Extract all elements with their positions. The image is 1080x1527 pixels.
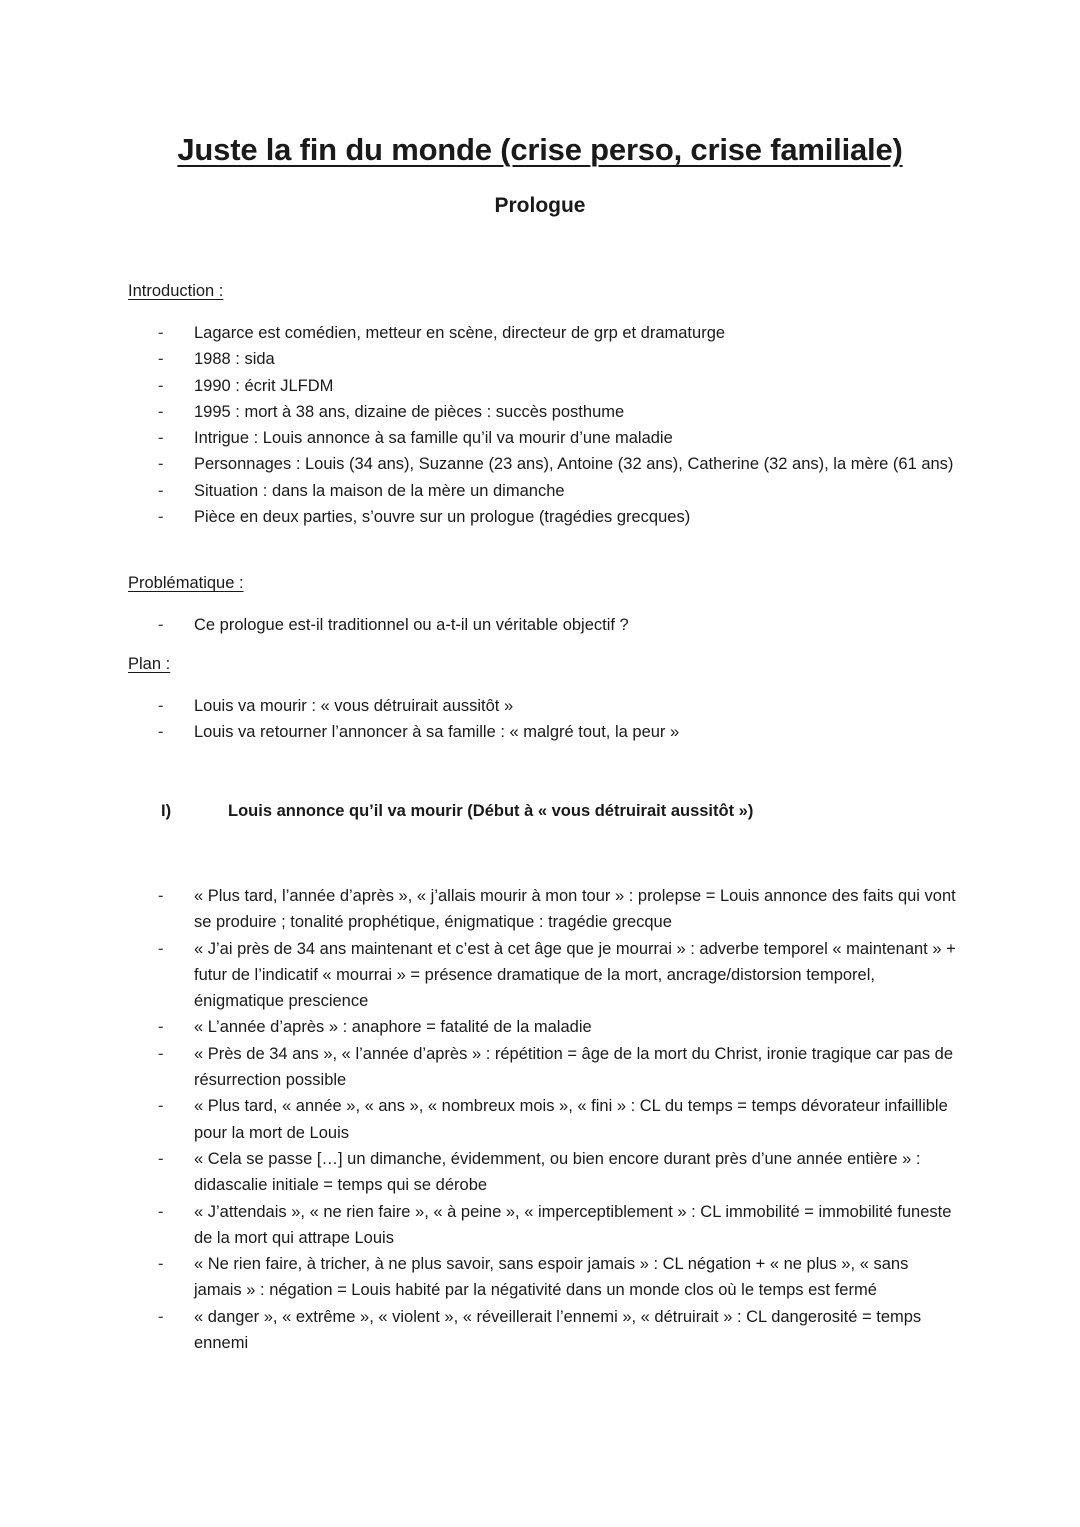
list-item: - « Cela se passe […] un dimanche, évidemment, ou bien encore durant près d’une année entière » : didascalie initiale = temps qui se dérobe xyxy=(0,1146,1080,1199)
list-item: - « Ne rien faire, à tricher, à ne plus savoir, sans espoir jamais » : CL négation + « ne plus », « sans jamais » : négation = Louis habité par la négativité dans un monde clos où le temps est fermé xyxy=(0,1251,1080,1304)
list-item: - « Plus tard, l’année d’après », « j’allais mourir à mon tour » : prolepse = Louis annonce des faits qui vont se produire ; tonalité prophétique, énigmatique : tragédie grecque xyxy=(0,883,1080,936)
list-item: - « J’attendais », « ne rien faire », « à peine », « imperceptiblement » : CL immobilité = immobilité funeste de la mort qui attrape Louis xyxy=(0,1199,1080,1252)
list-item: - 1988 : sida xyxy=(0,346,1080,372)
introduction-heading: Introduction : xyxy=(128,282,224,300)
list-item: - Intrigue : Louis annonce à sa famille qu’il va mourir d’une maladie xyxy=(0,425,1080,451)
list-item: - « danger », « extrême », « violent », « réveillerait l’ennemi », « détruirait » : CL dangerosité = temps ennemi xyxy=(0,1304,1080,1357)
document-subtitle: Prologue xyxy=(494,194,586,217)
problematique-heading: Problématique : xyxy=(128,574,244,592)
introduction-list xyxy=(0,320,1080,530)
document-title: Juste la fin du monde (crise perso, crise familiale) xyxy=(177,132,903,167)
list-item: - « L’année d’après » : anaphore = fatalité de la maladie xyxy=(0,1014,1080,1040)
section-number: I) xyxy=(161,802,172,820)
list-item: - Pièce en deux parties, s’ouvre sur un prologue (tragédies grecques) xyxy=(0,504,1080,530)
section-title: Louis annonce qu’il va mourir (Début à « vous détruirait aussitôt ») xyxy=(228,802,754,820)
problematique-list xyxy=(0,612,1080,638)
list-item: - 1995 : mort à 38 ans, dizaine de pièces : succès posthume xyxy=(0,399,1080,425)
list-item: - Ce prologue est-il traditionnel ou a-t-il un véritable objectif ? xyxy=(0,612,1080,638)
list-item: - « J’ai près de 34 ans maintenant et c’est à cet âge que je mourrai » : adverbe temporel « maintenant » + futur de l’indicatif « mourrai » = présence dramatique de la mort, ancrage/distorsion temporel, énigmatique prescience xyxy=(0,936,1080,1015)
list-item: - Personnages : Louis (34 ans), Suzanne (23 ans), Antoine (32 ans), Catherine (32 ans), la mère (61 ans) xyxy=(0,451,1080,477)
plan-list xyxy=(0,693,1080,746)
list-item: - Situation : dans la maison de la mère un dimanche xyxy=(0,478,1080,504)
plan-heading: Plan : xyxy=(128,655,171,673)
section-1-list xyxy=(0,883,1080,1356)
list-item: - « Près de 34 ans », « l’année d’après » : répétition = âge de la mort du Christ, ironie tragique car pas de résurrection possible xyxy=(0,1041,1080,1094)
list-item: - « Plus tard, « année », « ans », « nombreux mois », « fini » : CL du temps = temps dévorateur infaillible pour la mort de Louis xyxy=(0,1093,1080,1146)
list-item: - Louis va mourir : « vous détruirait aussitôt » xyxy=(0,693,1080,719)
list-item: - Louis va retourner l’annoncer à sa famille : « malgré tout, la peur » xyxy=(0,719,1080,745)
list-item: - Lagarce est comédien, metteur en scène, directeur de grp et dramaturge xyxy=(0,320,1080,346)
list-item: - 1990 : écrit JLFDM xyxy=(0,373,1080,399)
